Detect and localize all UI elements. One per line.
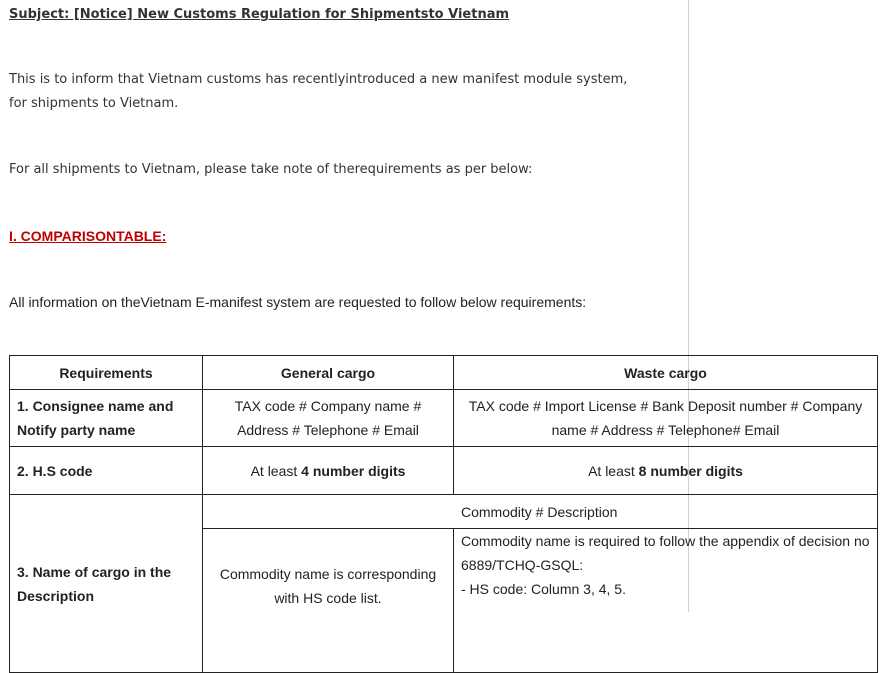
row-waste-value: TAX code # Import License # Bank Deposit number # Company name # Address # Telephone# Email [454, 390, 878, 447]
table-header-row [10, 356, 878, 390]
row-waste-value [454, 447, 878, 495]
header-requirements: Requirements [10, 356, 203, 390]
subject-line: Subject: [Notice] New Customs Regulation for Shipmentsto Vietnam [9, 7, 510, 22]
commodity-description-cell [203, 495, 878, 529]
row-requirement: 3. Name of cargo in the Description [10, 495, 203, 673]
general-digits: 4 number digits [301, 462, 406, 479]
table-row [10, 390, 878, 447]
commodity-description-text: Commodity # Description [461, 503, 618, 520]
header-waste-cargo: Waste cargo [454, 356, 878, 390]
table-row [10, 495, 878, 529]
row-requirement: 2. H.S code [10, 447, 203, 495]
header-general-cargo: General cargo [203, 356, 454, 390]
waste-prefix: At least [588, 462, 639, 479]
comparison-table [9, 355, 878, 673]
row-general-value [203, 447, 454, 495]
row-general-value: Commodity name is corresponding with HS code list. [203, 529, 454, 673]
row-waste-value [454, 529, 878, 673]
waste-line-1: Commodity name is required to follow the appendix of decision no 6889/TCHQ-GSQL: [461, 533, 870, 573]
intro-paragraph: This is to inform that Vietnam customs has recentlyintroduced a new manifest module system, for shipments to Vietnam. [9, 72, 628, 111]
note-paragraph: For all shipments to Vietnam, please take note of therequirements as per below: [9, 162, 533, 177]
info-paragraph: All information on theVietnam E-manifest system are requested to follow below requirements: [9, 294, 587, 310]
waste-digits: 8 number digits [638, 462, 743, 479]
row-general-value: TAX code # Company name # Address # Telephone # Email [203, 390, 454, 447]
general-prefix: At least [250, 462, 302, 479]
waste-line-2: - HS code: Column 3, 4, 5. [461, 581, 626, 597]
row-requirement: 1. Consignee name and Notify party name [10, 390, 203, 447]
table-row [10, 447, 878, 495]
section-title: I. COMPARISONTABLE: [9, 228, 167, 244]
